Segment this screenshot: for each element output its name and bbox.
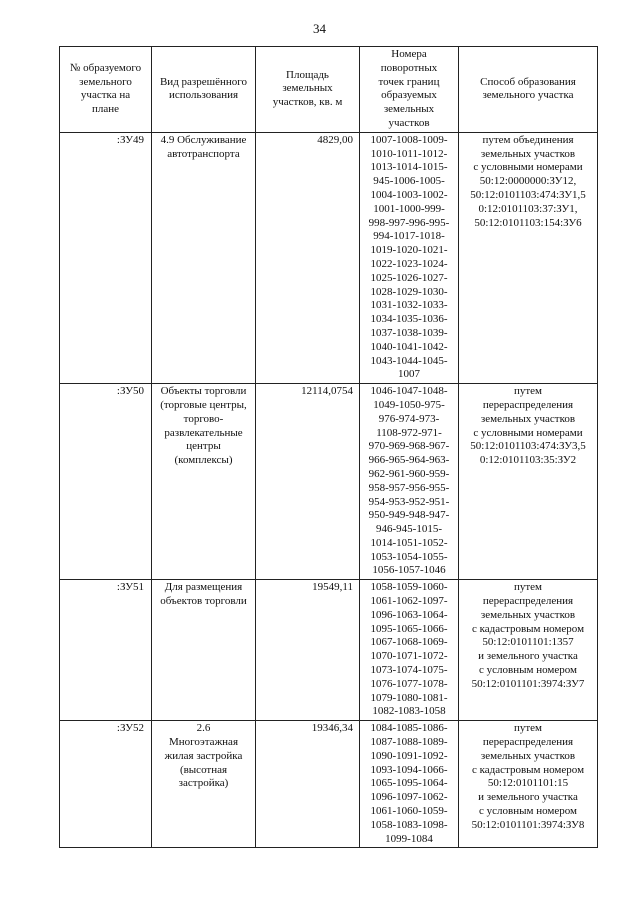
cell-line: земельных участков [480, 412, 576, 425]
cell-line: Объекты торговли [160, 385, 247, 398]
cell-line: 1095-1065-1066- [370, 622, 448, 635]
cell-line: 1056-1057-1046 [372, 564, 446, 577]
cell-line: 1046-1047-1048- [370, 385, 448, 398]
cell-line: центры [186, 440, 221, 453]
header-text: Способ образования [480, 75, 576, 88]
cell-line: 1070-1071-1072- [370, 650, 448, 663]
cell-line: 1108-972-971- [376, 426, 442, 439]
header-plot-number [60, 47, 152, 133]
cell-line: 1076-1077-1078- [370, 677, 448, 690]
turning-points-cell [360, 384, 459, 580]
cell-line: жилая застройка [164, 749, 243, 762]
formation-method-cell [459, 384, 598, 580]
plot-number-cell: :ЗУ51 [60, 580, 152, 721]
table-row [60, 580, 598, 721]
header-text: точек границ [378, 75, 440, 88]
cell-line: 970-969-968-967- [368, 440, 450, 453]
cell-line: 962-961-960-959- [368, 467, 450, 480]
permitted-use-cell [152, 721, 256, 848]
header-text: земельных [383, 103, 435, 116]
cell-line: 1058-1059-1060- [370, 581, 448, 594]
cell-line: 1007-1008-1009- [370, 133, 448, 146]
cell-line: земельных участков [480, 147, 576, 160]
cell-line: 966-965-964-963- [368, 454, 450, 467]
cell-line: путем [513, 385, 543, 398]
cell-line: 50:12:0101103:154:ЗУ6 [474, 216, 582, 229]
cell-line: 1065-1095-1064- [370, 777, 448, 790]
cell-line: 1096-1097-1062- [370, 791, 448, 804]
table-row [60, 132, 598, 383]
cell-line: 994-1017-1018- [373, 230, 445, 243]
cell-line: путем объединения [482, 133, 574, 146]
table-row [60, 721, 598, 848]
cell-line: путем [513, 722, 543, 735]
cell-line: 1096-1063-1064- [370, 608, 448, 621]
cell-line: 1040-1041-1042- [370, 340, 448, 353]
header-text: земельного [79, 75, 132, 88]
cell-line: (торговые центры, [160, 398, 247, 411]
cell-line: с условным номером [479, 664, 577, 677]
cell-line: объектов торговли [160, 595, 247, 608]
turning-points-cell [360, 580, 459, 721]
cell-line: 1025-1026-1027- [370, 271, 448, 284]
cell-line: земельных участков [480, 608, 576, 621]
cell-line: 1028-1029-1030- [370, 285, 448, 298]
cell-line: 1007 [398, 368, 420, 381]
cell-line: 50:12:0101103:474:ЗУ3,5 [470, 440, 586, 453]
cell-line: с условными номерами [473, 161, 583, 174]
cell-line: перераспределения [482, 595, 574, 608]
header-text: участков, кв. м [272, 96, 343, 109]
header-text: земельных [282, 82, 333, 95]
cell-line: 1093-1094-1066- [370, 763, 448, 776]
cell-line: 1053-1054-1055- [370, 550, 448, 563]
cell-line: торгово- [183, 412, 224, 425]
formation-method-cell [459, 132, 598, 383]
cell-line: застройка) [178, 777, 229, 790]
cell-line: и земельного участка [478, 791, 578, 804]
cell-line: 2.6 [196, 722, 211, 735]
cell-line: 1058-1083-1098- [370, 818, 448, 831]
header-text: Номера [391, 48, 427, 60]
cell-line: (комплексы) [174, 454, 233, 467]
cell-line: с условным номером [479, 805, 577, 818]
cell-line: 946-945-1015- [376, 523, 442, 536]
cell-line: с кадастровым номером [471, 763, 585, 776]
header-text: № образуемого [69, 61, 142, 74]
cell-line: 50:12:0101101:15 [487, 777, 569, 790]
cell-line: 1004-1003-1002- [370, 188, 448, 201]
cell-line: путем [513, 581, 543, 594]
cell-line: 50:12:0101101:3974:ЗУ7 [471, 677, 585, 690]
permitted-use-cell [152, 132, 256, 383]
cell-line: 950-949-948-947- [368, 509, 450, 522]
cell-line: 0:12:0101103:35:ЗУ2 [479, 454, 577, 467]
cell-line: автотранспорта [167, 147, 240, 160]
area-cell: 19346,34 [256, 721, 360, 848]
cell-line: (высотная [179, 763, 228, 776]
cell-line: 50:12:0101101:3974:ЗУ8 [471, 818, 585, 831]
cell-line: с кадастровым номером [471, 622, 585, 635]
cell-line: 1073-1074-1075- [370, 664, 448, 677]
cell-line: 1014-1051-1052- [370, 536, 448, 549]
header-permitted-use [152, 47, 256, 133]
table-header-row [60, 47, 598, 133]
cell-line: 50:12:0000000:ЗУ12, [479, 175, 577, 188]
header-text: плане [91, 103, 120, 116]
header-text: поворотных [380, 61, 438, 74]
cell-line: 976-974-973- [378, 412, 440, 425]
permitted-use-cell [152, 384, 256, 580]
cell-line: 1099-1084 [385, 832, 433, 845]
cell-line: 1090-1091-1092- [370, 749, 448, 762]
header-turning-points [360, 47, 459, 133]
cell-line: 1082-1083-1058 [372, 705, 446, 718]
plot-number-cell: :ЗУ52 [60, 721, 152, 848]
cell-line: 998-997-996-995- [368, 216, 450, 229]
cell-line: 1049-1050-975- [373, 398, 445, 411]
header-text: участка на [80, 89, 131, 102]
cell-line: 1031-1032-1033- [370, 299, 448, 312]
turning-points-cell [360, 132, 459, 383]
header-area [256, 47, 360, 133]
plot-number-cell: :ЗУ49 [60, 132, 152, 383]
header-text: Вид разрешённого [159, 75, 248, 88]
cell-line: перераспределения [482, 398, 574, 411]
cell-line: земельных участков [480, 749, 576, 762]
cell-line: 50:12:0101101:1357 [482, 636, 574, 649]
header-text: земельного участка [482, 89, 574, 102]
cell-line: и земельного участка [478, 650, 578, 663]
cell-line: 1019-1020-1021- [370, 244, 448, 257]
cell-line: 1067-1068-1069- [370, 636, 448, 649]
formation-method-cell [459, 580, 598, 721]
area-cell: 4829,00 [256, 132, 360, 383]
cell-line: 1084-1085-1086- [370, 722, 448, 735]
cell-line: 954-953-952-951- [368, 495, 450, 508]
permitted-use-cell [152, 580, 256, 721]
plot-number-cell: :ЗУ50 [60, 384, 152, 580]
area-cell: 19549,11 [256, 580, 360, 721]
turning-points-cell [360, 721, 459, 848]
cell-line: с условными номерами [473, 426, 583, 439]
cell-line: Для размещения [164, 581, 243, 594]
header-text: Площадь [286, 68, 329, 81]
cell-line: 1061-1060-1059- [370, 805, 448, 818]
cell-line: развлекательные [164, 426, 243, 439]
cell-line: 4.9 Обслуживание [160, 133, 247, 146]
cell-line: 50:12:0101103:474:ЗУ1,5 [470, 188, 586, 201]
page-number: 34 [313, 21, 326, 36]
cell-line: 1079-1080-1081- [370, 691, 448, 704]
cell-line: 958-957-956-955- [368, 481, 450, 494]
cell-line: 1087-1088-1089- [370, 736, 448, 749]
area-cell: 12114,0754 [256, 384, 360, 580]
header-text: образуемых [381, 89, 437, 102]
cell-line: 1037-1038-1039- [370, 326, 448, 339]
cell-line: 1001-1000-999- [373, 202, 445, 215]
header-text: участков [388, 116, 430, 129]
cell-line: 1013-1014-1015- [370, 161, 448, 174]
land-plots-table [59, 46, 598, 848]
cell-line: 1010-1011-1012- [370, 147, 448, 160]
cell-line: 1043-1044-1045- [370, 354, 448, 367]
header-text: использования [168, 89, 239, 102]
header-formation-method [459, 47, 598, 133]
formation-method-cell [459, 721, 598, 848]
cell-line: перераспределения [482, 736, 574, 749]
cell-line: 1034-1035-1036- [370, 313, 448, 326]
cell-line: 1061-1062-1097- [370, 595, 448, 608]
cell-line: 1022-1023-1024- [370, 257, 448, 270]
table-row [60, 384, 598, 580]
cell-line: Многоэтажная [168, 736, 238, 749]
cell-line: 945-1006-1005- [373, 175, 445, 188]
cell-line: 0:12:0101103:37:ЗУ1, [478, 202, 578, 215]
